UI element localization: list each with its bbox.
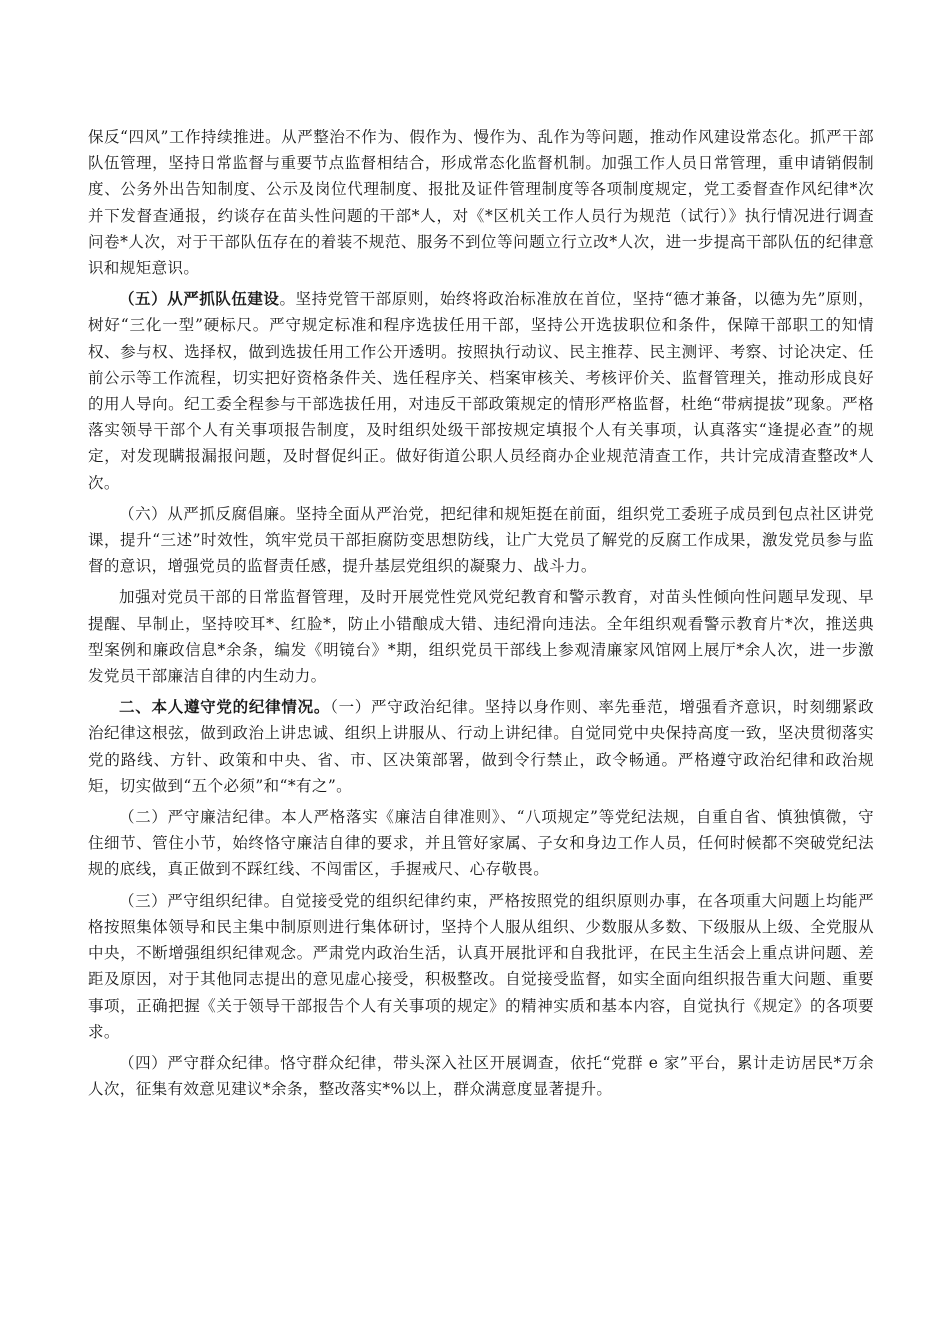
paragraph-supervision <box>88 584 874 689</box>
section-heading-2: 二、本人遵守党的纪律情况。 <box>119 697 331 717</box>
paragraph-text: （三）严守组织纪律。自觉接受党的组织纪律约束，严格按照党的组织原则办事，在各项重大问题上均能严格按照集体领导和民主集中制原则进行集体研讨，坚持个人服从组织、少数服从多数、下级服从上级、全党服从中央，不断增强组织纪律观念。严肃党内政治生活，认真开展批评和自我批评，在民主生活会上重点讲问题、差距及原因，对于其他同志提出的意见虚心接受，积极整改。自觉接受监督，如实全面向组织报告重大问题、重要事项，正确把握《关于领导干部报告个人有关事项的规定》的精神实质和基本内容，自觉执行《规定》的各项要求。 <box>88 891 874 1041</box>
paragraph-text: （六）从严抓反腐倡廉。坚持全面从严治党，把纪律和规矩挺在前面，组织党工委班子成员到包点社区讲党课，提升“三述”时效性，筑牢党员干部拒腐防变思想防线，让广大党员了解党的反腐工作成果，激发党员参与监督的意识，增强党员的监督责任感，提升基层党组织的凝聚力、战斗力。 <box>88 504 874 576</box>
paragraph-text: （一）严守政治纪律。坚持以身作则、率先垂范，增强看齐意识，时刻绷紧政治纪律这根弦，做到政治上讲忠诚、组织上讲服从、行动上讲纪律。自觉同党中央保持高度一致，坚决贯彻落实党的路线、方针、政策和中央、省、市、区决策部署，做到令行禁止，政令畅通。严格遵守政治纪律和政治规矩，切实做到“五个必须”和“*有之”。 <box>88 698 875 795</box>
section-heading-5: （五）从严抓队伍建设 <box>119 289 280 309</box>
paragraph-anti-corruption <box>88 501 874 580</box>
paragraph-work-style <box>88 124 874 281</box>
paragraph-text: （二）严守廉洁纪律。本人严格落实《廉洁自律准则》、“八项规定”等党纪法规，自重自省、慎独慎微，守住细节、管住小节，始终恪守廉洁自律的要求，并且管好家属、子女和身边工作人员，任何时候都不突破党纪法规的底线，真正做到不踩红线、不闯雷区，手握戒尺、心存敬畏。 <box>88 808 874 879</box>
paragraph-integrity-discipline <box>88 804 874 883</box>
document-body <box>88 124 874 1107</box>
paragraph-mass-discipline <box>88 1050 874 1102</box>
paragraph-organizational-discipline <box>88 888 874 1045</box>
paragraph-text: （四）严守群众纪律。恪守群众纪律，带头深入社区开展调查，依托“党群 e 家”平台，累计走访居民*万余人次，征集有效意见建议*余条，整改落实*%以上，群众满意度显著提升。 <box>88 1053 874 1099</box>
paragraph-text: 保反“四风”工作持续推进。从严整治不作为、假作为、慢作为、乱作为等问题，推动作风建设常态化。抓严干部队伍管理，坚持日常监督与重要节点监督相结合，形成常态化监督机制。加强工作人员日常管理，重申请销假制度、公务外出告知制度、公示及岗位代理制度、报批及证件管理制度等各项制度规定，党工委督查作风纪律*次并下发督查通报，约谈存在苗头性问题的干部*人，对《*区机关工作人员行为规范（试行）》执行情况进行调查问卷*人次，对于干部队伍存在的着装不规范、服务不到位等问题立行立改*人次，进一步提高干部队伍的纪律意识和规矩意识。 <box>88 128 874 278</box>
paragraph-text: 加强对党员干部的日常监督管理，及时开展党性党风党纪教育和警示教育，对苗头性倾向性问题早发现、早提醒、早制止，坚持咬耳*、红脸*，防止小错酿成大错、违纪滑向违法。全年组织观看警示教育片*次，推送典型案例和廉政信息*余条，编发《明镜台》*期，组织党员干部线上参观清廉家风馆网上展厅*余人次，进一步激发党员干部廉洁自律的内生动力。 <box>88 588 874 686</box>
paragraph-text: 。坚持党管干部原则，始终将政治标准放在首位，坚持“德才兼备，以德为先”原则，树好“三化一型”硬标尺。严守规定标准和程序选拔任用干部，坚持公开选拔职位和条件，保障干部职工的知情权、参与权、选择权，做到选拔任用工作公开透明。按照执行动议、民主推荐、民主测评、考察、讨论决定、任前公示等工作流程，切实把好资格条件关、选任程序关、档案审核关、考核评价关、监督管理关，推动形成良好的用人导向。纪工委全程参与干部选拔任用，对违反干部政策规定的情形严格监督，杜绝“带病提拔”现象。严格落实领导干部个人有关事项报告制度，及时组织处级干部按规定填报个人有关事项，认真落实“逢提必查”的规定，对发现瞒报漏报问题，及时督促纠正。做好街道公职人员经商办企业规范清查工作，共计完成清查整改*人次。 <box>88 290 874 492</box>
paragraph-political-discipline <box>88 694 874 799</box>
paragraph-team-building <box>88 286 874 496</box>
